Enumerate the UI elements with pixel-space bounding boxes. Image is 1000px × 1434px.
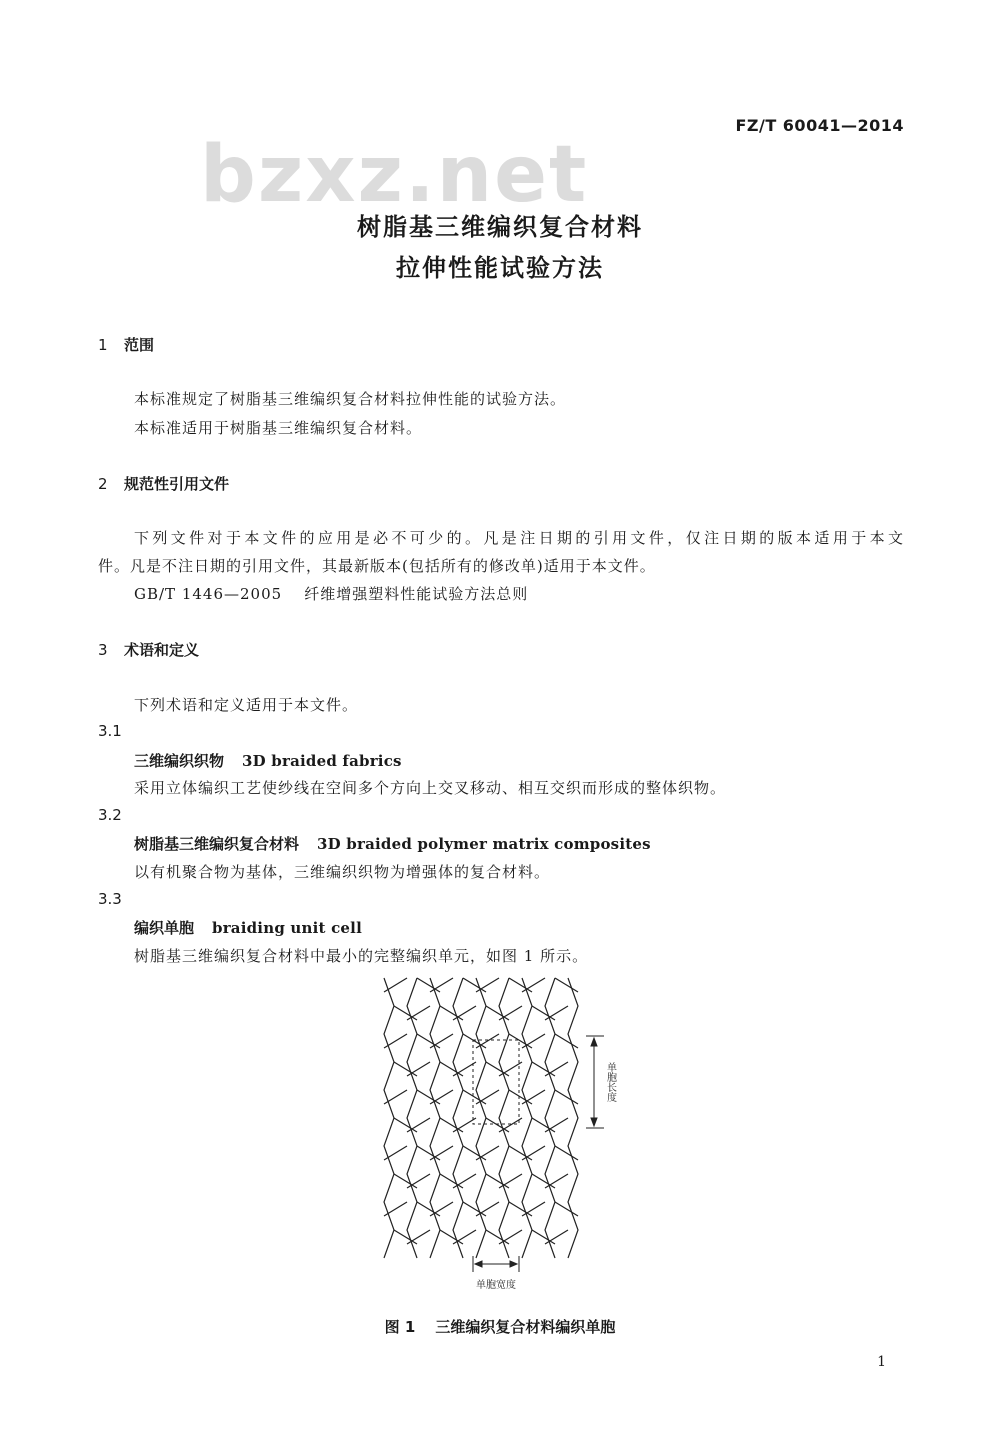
braid-yarn-segment: [522, 1090, 545, 1104]
braid-yarn-segment: [430, 1034, 453, 1048]
braid-yarn-segment: [522, 1146, 545, 1160]
braid-yarn-segment: [407, 1062, 430, 1076]
section-3-heading: [98, 639, 199, 660]
section-2-para-line-2: 件。凡是不注日期的引用文件，其最新版本(包括所有的修改单)适用于本文件。: [98, 557, 656, 575]
braid-yarn-segment: [476, 978, 499, 992]
braid-yarn-segment: [545, 1006, 568, 1020]
standard-number: FZ/T 60041—2014: [735, 116, 904, 135]
unit-width-label: 单胞宽度: [476, 1280, 516, 1291]
section-3-title: 术语和定义: [124, 641, 200, 659]
braid-yarn-segment: [463, 1146, 486, 1160]
braid-yarn-segment: [384, 978, 407, 992]
braid-yarn-edge: [407, 978, 417, 1258]
braid-yarn-segment: [407, 1118, 430, 1132]
section-3-intro: 下列术语和定义适用于本文件。: [134, 696, 359, 714]
braid-yarn-segment: [417, 978, 440, 992]
term-3-3-definition: 树脂基三维编织复合材料中最小的完整编织单元，如图 1 所示。: [134, 947, 589, 965]
braid-yarn-segment: [394, 1118, 417, 1132]
braid-yarn-edge: [545, 978, 555, 1258]
braid-yarn-segment: [555, 1146, 578, 1160]
unit-width-dimension: [473, 1256, 519, 1272]
reference-code: GB/T 1446—2005: [134, 585, 283, 603]
braid-yarn-segment: [532, 1118, 555, 1132]
braiding-unit-cell-figure: [360, 972, 660, 1302]
braid-yarn-segment: [509, 1034, 532, 1048]
braid-yarn-segment: [486, 1118, 509, 1132]
figure-number: 图 1: [384, 1318, 416, 1336]
braid-yarn-segment: [522, 1202, 545, 1216]
term-3-3-title: [134, 917, 362, 938]
braid-pattern: [384, 978, 578, 1258]
figure-title: 三维编织复合材料编织单胞: [435, 1318, 616, 1336]
braid-yarn-segment: [430, 1146, 453, 1160]
braid-yarn-segment: [486, 1174, 509, 1188]
braid-yarn-segment: [384, 1202, 407, 1216]
watermark: bzxz.net: [200, 130, 589, 220]
braid-yarn-segment: [463, 1034, 486, 1048]
term-3-1-zh: 三维编织织物: [134, 752, 225, 770]
section-2-para-line-1: 下列文件对于本文件的应用是必不可少的。凡是注日期的引用文件，仅注日期的版本适用于本文: [134, 529, 904, 547]
braid-yarn-segment: [417, 1090, 440, 1104]
term-3-1-en: 3D braided fabrics: [242, 752, 402, 770]
braid-yarn-segment: [532, 1174, 555, 1188]
unit-cell-outline: [473, 1040, 519, 1124]
braid-yarn-edge: [384, 978, 394, 1258]
page-number: 1: [877, 1354, 886, 1370]
braid-yarn-segment: [509, 1202, 532, 1216]
braid-yarn-edge: [430, 978, 440, 1258]
braid-yarn-segment: [440, 1006, 463, 1020]
braid-yarn-segment: [430, 1202, 453, 1216]
term-3-3-zh: 编织单胞: [134, 919, 195, 937]
braid-yarn-segment: [440, 1062, 463, 1076]
braid-yarn-segment: [394, 1062, 417, 1076]
braid-yarn-segment: [453, 1174, 476, 1188]
term-3-1-title: [134, 750, 402, 771]
braid-yarn-segment: [532, 1230, 555, 1244]
braid-yarn-segment: [486, 1062, 509, 1076]
braid-yarn-segment: [394, 1006, 417, 1020]
braid-yarn-segment: [499, 1006, 522, 1020]
unit-length-dimension: [586, 1036, 604, 1128]
braid-yarn-segment: [384, 1146, 407, 1160]
braid-yarn-segment: [417, 1034, 440, 1048]
braid-yarn-segment: [394, 1230, 417, 1244]
braid-yarn-segment: [453, 1230, 476, 1244]
braid-yarn-segment: [453, 1118, 476, 1132]
section-2-title: 规范性引用文件: [124, 475, 230, 493]
braid-yarn-segment: [417, 1146, 440, 1160]
braid-yarn-segment: [545, 1118, 568, 1132]
braid-yarn-edge: [568, 978, 578, 1258]
braid-yarn-segment: [476, 1034, 499, 1048]
braid-yarn-segment: [463, 1090, 486, 1104]
braid-yarn-segment: [532, 1006, 555, 1020]
braid-yarn-segment: [430, 978, 453, 992]
braid-yarn-segment: [486, 1230, 509, 1244]
term-3-2-number: 3.2: [98, 806, 122, 824]
braid-yarn-segment: [522, 1034, 545, 1048]
unit-length-label: 单胞长度: [604, 1062, 616, 1102]
braid-yarn-segment: [384, 1034, 407, 1048]
braid-yarn-segment: [417, 1202, 440, 1216]
braid-yarn-segment: [509, 978, 532, 992]
braid-yarn-segment: [476, 1202, 499, 1216]
braid-yarn-segment: [394, 1174, 417, 1188]
braid-yarn-segment: [440, 1118, 463, 1132]
braid-yarn-segment: [430, 1090, 453, 1104]
figure-1-caption: [0, 1316, 1000, 1337]
section-2-number: 2: [98, 475, 108, 493]
braid-yarn-segment: [476, 1146, 499, 1160]
braid-yarn-edge: [499, 978, 509, 1258]
section-1-number: 1: [98, 336, 108, 354]
section-1-para-1: 本标准规定了树脂基三维编织复合材料拉伸性能的试验方法。: [134, 390, 567, 408]
braid-yarn-segment: [440, 1230, 463, 1244]
term-3-2-definition: 以有机聚合物为基体，三维编织织物为增强体的复合材料。: [134, 863, 551, 881]
braid-yarn-segment: [486, 1006, 509, 1020]
braid-yarn-segment: [545, 1062, 568, 1076]
reference-title: 纤维增强塑料性能试验方法总则: [304, 585, 529, 603]
normative-reference: [134, 583, 528, 604]
braid-yarn-segment: [555, 1034, 578, 1048]
section-2-heading: [98, 473, 229, 494]
section-1-heading: [98, 334, 154, 355]
section-1-para-2: 本标准适用于树脂基三维编织复合材料。: [134, 419, 423, 437]
braid-yarn-segment: [463, 978, 486, 992]
braid-yarn-segment: [545, 1174, 568, 1188]
section-3-number: 3: [98, 641, 108, 659]
term-3-2-title: [134, 833, 651, 854]
title-line-2: 拉伸性能试验方法: [396, 254, 604, 282]
term-3-2-zh: 树脂基三维编织复合材料: [134, 835, 300, 853]
braid-yarn-edge: [453, 978, 463, 1258]
term-3-3-number: 3.3: [98, 890, 122, 908]
braid-yarn-segment: [407, 1230, 430, 1244]
braid-yarn-segment: [499, 1174, 522, 1188]
braid-yarn-segment: [532, 1062, 555, 1076]
term-3-1-definition: 采用立体编织工艺使纱线在空间多个方向上交叉移动、相互交织而形成的整体织物。: [134, 779, 727, 797]
braid-yarn-segment: [522, 978, 545, 992]
braid-yarn-segment: [545, 1230, 568, 1244]
braid-yarn-segment: [384, 1090, 407, 1104]
braid-yarn-segment: [463, 1202, 486, 1216]
braid-yarn-segment: [555, 1202, 578, 1216]
braid-yarn-segment: [453, 1006, 476, 1020]
braid-yarn-edge: [476, 978, 486, 1258]
braid-yarn-segment: [509, 1090, 532, 1104]
term-3-3-en: braiding unit cell: [212, 919, 362, 937]
braid-yarn-segment: [440, 1174, 463, 1188]
section-1-title: 范围: [124, 336, 155, 354]
braid-yarn-segment: [407, 1006, 430, 1020]
term-3-1-number: 3.1: [98, 722, 122, 740]
braid-yarn-edge: [522, 978, 532, 1258]
term-3-2-en: 3D braided polymer matrix composites: [317, 835, 651, 853]
braid-yarn-segment: [499, 1230, 522, 1244]
braid-yarn-segment: [407, 1174, 430, 1188]
braid-yarn-segment: [555, 1090, 578, 1104]
braid-yarn-segment: [509, 1146, 532, 1160]
braid-yarn-segment: [476, 1090, 499, 1104]
braid-yarn-segment: [555, 978, 578, 992]
title-line-1: 树脂基三维编织复合材料: [357, 213, 643, 241]
